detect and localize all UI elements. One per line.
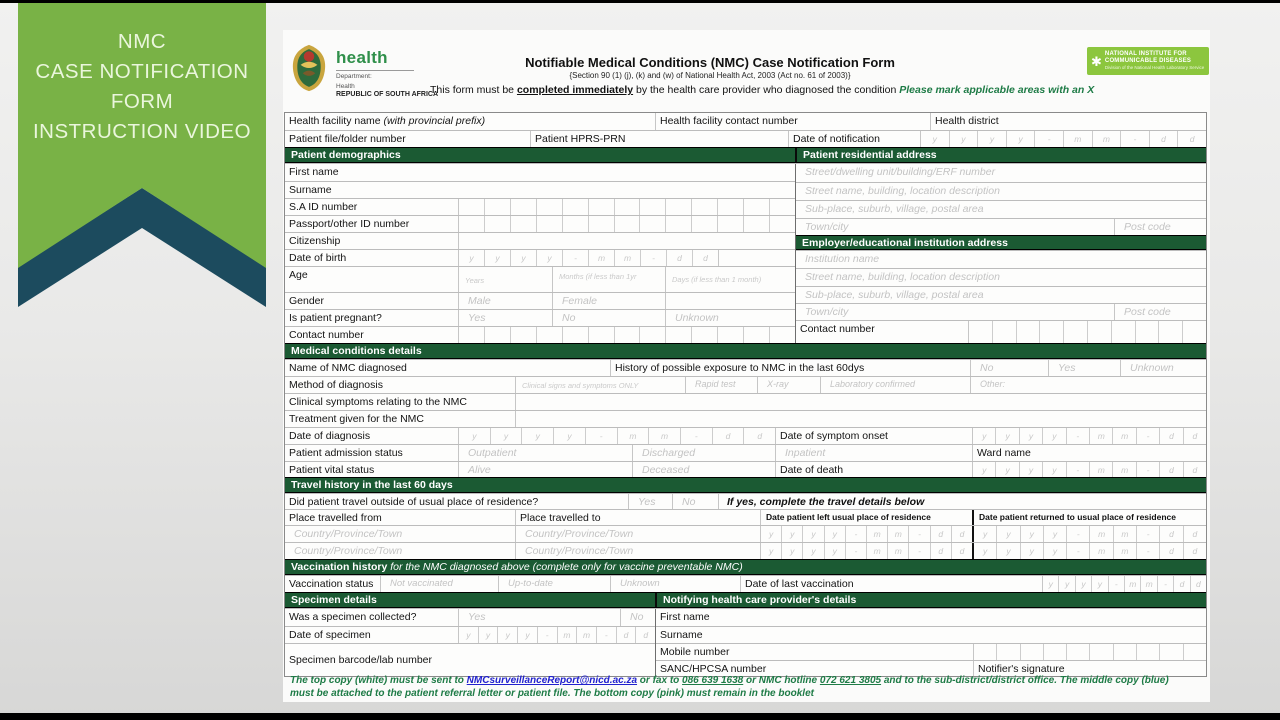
label-method-of-diagnosis: Method of diagnosis: [289, 379, 383, 391]
form-instruction: This form must be completed immediately by the health care provider who diagnosed the condition Please mark applicable areas with an X: [430, 84, 1095, 96]
label-date-left-residence: Date patient left usual place of residence: [760, 510, 972, 525]
label-age: Age: [289, 269, 308, 281]
section-travel-history: Travel history in the last 60 days: [291, 479, 453, 491]
option-gender-female: Female: [552, 293, 665, 309]
placeholder-travel-from-1: Country/Province/Town: [294, 528, 403, 540]
option-up-to-date: Up-to-date: [498, 576, 610, 592]
option-rapid-test: Rapid test: [685, 377, 757, 393]
label-notifier-first-name: First name: [660, 611, 710, 623]
label-place-travelled-from: Place travelled from: [289, 512, 382, 524]
date-boxes-last-vaccination: y y y y - m m - d d: [1042, 576, 1206, 592]
option-deceased: Deceased: [632, 462, 775, 477]
date-boxes-birth: y y y y - m m - d d: [458, 250, 718, 266]
input-cell-treatment: [515, 411, 1206, 427]
section-medical-conditions: Medical conditions details: [291, 345, 422, 357]
label-citizenship: Citizenship: [289, 235, 341, 247]
label-patient-hprs-prn: Patient HPRS-PRN: [530, 131, 788, 147]
placeholder-emp-street: Street name, building, location description: [805, 271, 1000, 283]
char-boxes-employer-contact: [968, 321, 1206, 343]
label-is-patient-pregnant: Is patient pregnant?: [289, 312, 382, 324]
label-sa-id-number: S.A ID number: [289, 201, 358, 213]
label-mobile-number: Mobile number: [660, 646, 730, 658]
input-cell-symptoms: [515, 394, 1206, 410]
section-notifying-provider: Notifying health care provider's details: [655, 593, 1206, 607]
submission-line-1: The top copy (white) must be sent to NMCsurveillanceReport@nicd.ac.za or fax to 086 639 1638 or NMC hotline 072 621 3805 and to the sub-district/district office. The middle copy (blue): [290, 675, 1169, 686]
option-pregnant-unknown: Unknown: [665, 310, 795, 326]
form-header: [430, 55, 1095, 96]
brand-republic-line: REPUBLIC OF SOUTH AFRICA: [336, 91, 439, 98]
option-inpatient: Inpatient: [775, 445, 972, 461]
label-facility-contact-number: Health facility contact number: [655, 113, 930, 130]
option-age-days: Days (if less than 1 month): [665, 267, 795, 292]
date-boxes-specimen: y y y y - m m - d d: [458, 627, 655, 643]
char-boxes-sa-id: [458, 199, 795, 215]
label-exposure-history: History of possible exposure to NMC in the last 60dys: [610, 360, 970, 376]
label-clinical-symptoms: Clinical symptoms relating to the NMC: [289, 396, 467, 408]
nicd-virus-icon: ✱: [1091, 53, 1102, 69]
label-patient-contact-number: Contact number: [289, 329, 364, 341]
placeholder-travel-to-1: Country/Province/Town: [515, 526, 760, 542]
letterbox-bottom: [0, 713, 1280, 720]
form-title: Notifiable Medical Conditions (NMC) Case Notification Form: [525, 55, 895, 70]
fax-number: 086 639 1638: [682, 675, 744, 686]
placeholder-res-subplace: Sub-place, suburb, village, postal area: [805, 203, 984, 215]
option-discharged: Discharged: [632, 445, 775, 461]
nicd-division-line: Division of the National Health Laboratory Service: [1104, 65, 1205, 70]
demographics-and-address-columns: [285, 163, 1206, 343]
row-section-headers: [285, 147, 1206, 163]
nmc-case-notification-form: [284, 112, 1207, 677]
label-notifier-signature: Notifier's signature: [973, 661, 1206, 676]
form-subtitle: {Section 90 (1) (j), (k) and (w) of National Health Act, 2003 (Act no. 61 of 2003)}: [569, 71, 851, 80]
instruction-emphasis: completed immediately: [516, 84, 634, 96]
option-alive: Alive: [458, 462, 632, 477]
label-travel-question: Did patient travel outside of usual place of residence?: [289, 496, 539, 508]
section-vaccination-history: Vaccination history for the NMC diagnosed above (complete only for vaccine preventable NMC): [291, 561, 743, 573]
label-date-of-symptom-onset: Date of symptom onset: [775, 428, 972, 444]
option-outpatient: Outpatient: [458, 445, 632, 461]
date-boxes-left-1: y y y y - m m - d d: [760, 526, 972, 542]
option-exposure-unknown: Unknown: [1120, 360, 1206, 376]
label-sanc-hpcsa-number: SANC/HPCSA number: [660, 663, 767, 675]
sa-coat-of-arms-logo: [288, 43, 330, 93]
date-boxes-left-2: y y y y - m m - d d: [760, 543, 972, 559]
placeholder-travel-to-2: Country/Province/Town: [515, 543, 760, 559]
placeholder-res-erf: Street/dwelling unit/building/ERF number: [805, 166, 996, 178]
video-title-line: FORM: [110, 90, 174, 113]
brand-dept-line: Health: [336, 82, 355, 90]
option-x-ray: X-ray: [757, 377, 820, 393]
submission-line-2: must be attached to the patient referral letter or patient file. The bottom copy (pink) must remain in the booklet: [290, 687, 814, 699]
section-employer-address: Employer/educational institution address: [802, 237, 1008, 249]
letterbox-top: [0, 0, 1280, 3]
video-title-line: CASE NOTIFICATION: [35, 60, 249, 83]
label-date-of-death: Date of death: [775, 462, 972, 477]
input-cell-blank: [718, 250, 795, 266]
date-boxes-returned-2: y y y y - m m - d d: [972, 543, 1206, 559]
date-boxes-death: y y y y - m m - d d: [972, 462, 1206, 477]
specimen-column: [285, 609, 655, 676]
demographics-column: [285, 164, 795, 343]
brand-dept-line: Department:: [336, 73, 372, 80]
label-employer-contact-number: Contact number: [800, 323, 875, 335]
section-specimen-details: Specimen details: [291, 594, 377, 606]
placeholder-res-postcode: Post code: [1114, 219, 1206, 235]
address-column: [795, 164, 1206, 343]
char-boxes-passport: [458, 216, 795, 232]
char-boxes-mobile: [973, 644, 1206, 660]
nicd-name-line: COMMUNICABLE DISEASES: [1104, 58, 1192, 64]
option-clinical-signs-only: Clinical signs and symptoms ONLY: [515, 377, 685, 393]
label-health-district: Health district: [930, 113, 1206, 130]
label-admission-status: Patient admission status: [289, 447, 403, 459]
label-date-of-diagnosis: Date of diagnosis: [289, 430, 371, 442]
label-vaccination-status: Vaccination status: [289, 578, 374, 590]
option-gender-male: Male: [458, 293, 552, 309]
note-if-yes-travel: If yes, complete the travel details below: [718, 494, 1206, 509]
specimen-and-notifier-columns: [285, 608, 1206, 676]
label-place-travelled-to: Place travelled to: [515, 510, 760, 525]
label-specimen-barcode: Specimen barcode/lab number: [289, 654, 433, 666]
video-title-line: NMC: [117, 30, 167, 53]
vaccination-header-note: for the NMC diagnosed above (complete only for vaccine preventable NMC): [387, 561, 743, 573]
label-date-of-notification: Date of notification: [788, 131, 920, 147]
option-vacc-unknown: Unknown: [610, 576, 740, 592]
option-pregnant-no: No: [552, 310, 665, 326]
option-exposure-no: No: [970, 360, 1048, 376]
section-patient-demographics: Patient demographics: [291, 149, 401, 161]
label-date-of-last-vaccination: Date of last vaccination: [740, 576, 1042, 592]
video-title: [18, 27, 266, 147]
placeholder-emp-institution: Institution name: [805, 253, 880, 265]
placeholder-emp-subplace: Sub-place, suburb, village, postal area: [805, 289, 984, 301]
hotline-number: 072 621 3805: [819, 675, 882, 686]
brand-health-wordmark: health: [336, 48, 414, 71]
label-ward-name: Ward name: [972, 445, 1206, 461]
label-vital-status: Patient vital status: [289, 464, 375, 476]
option-specimen-yes: Yes: [458, 609, 620, 626]
nicd-logo: [1087, 47, 1209, 75]
date-boxes-diagnosis: y y y y - m m - d d: [458, 428, 775, 444]
label-surname: Surname: [289, 184, 332, 196]
label-date-of-birth: Date of birth: [289, 252, 347, 264]
label-nmc-diagnosed: Name of NMC diagnosed: [289, 362, 407, 374]
placeholder-res-street: Street name, building, location description: [805, 185, 1000, 197]
label-date-of-specimen: Date of specimen: [289, 629, 371, 641]
date-boxes-onset: y y y y - m m - d d: [972, 428, 1206, 444]
option-laboratory-confirmed: Laboratory confirmed: [820, 377, 970, 393]
option-other: Other:: [970, 377, 1206, 393]
label-first-name: First name: [289, 166, 339, 178]
placeholder-emp-town: Town/city: [805, 306, 849, 318]
label-specimen-collected: Was a specimen collected?: [289, 611, 417, 623]
submission-instructions: [290, 675, 1208, 700]
date-boxes-returned-1: y y y y - m m - d d: [972, 526, 1206, 542]
row-file-number: [285, 130, 1206, 147]
label-passport-number: Passport/other ID number: [289, 218, 410, 230]
notifier-column: [655, 609, 1206, 676]
option-pregnant-yes: Yes: [458, 310, 552, 326]
row-facility: [285, 113, 1206, 130]
section-patient-residential-address: Patient residential address: [795, 148, 1206, 162]
placeholder-travel-from-2: Country/Province/Town: [294, 545, 403, 557]
label-gender: Gender: [289, 295, 325, 307]
label-patient-file-number: Patient file/folder number: [289, 133, 406, 145]
option-age-years: Years: [458, 267, 552, 292]
placeholder-res-town: Town/city: [805, 221, 849, 233]
option-age-months: Months (if less than 1yr: [552, 267, 665, 292]
option-not-vaccinated: Not vaccinated: [380, 576, 498, 592]
input-cell-blank: [665, 293, 795, 309]
label-date-returned-residence: Date patient returned to usual place of residence: [972, 510, 1206, 525]
option-travel-yes: Yes: [628, 494, 672, 509]
placeholder-emp-postcode: Post code: [1114, 304, 1206, 320]
label-health-facility-name: Health facility name (with provincial prefix): [289, 115, 486, 127]
label-treatment-given: Treatment given for the NMC: [289, 413, 424, 425]
option-specimen-no: No: [620, 609, 655, 626]
label-notifier-surname: Surname: [660, 629, 703, 641]
nicd-name-line: NATIONAL INSTITUTE FOR: [1104, 51, 1187, 57]
date-boxes-notification: y y y y - m m - d d: [920, 131, 1206, 147]
option-travel-no: No: [672, 494, 718, 509]
input-cell-citizenship: [458, 233, 795, 249]
mark-with-x-note: Please mark applicable areas with an X: [899, 84, 1095, 96]
char-boxes-patient-contact: [458, 327, 795, 343]
option-exposure-yes: Yes: [1048, 360, 1120, 376]
nmc-surveillance-email-link: NMCsurveillanceReport@nicd.ac.za: [466, 675, 638, 686]
video-title-line: INSTRUCTION VIDEO: [32, 120, 252, 143]
